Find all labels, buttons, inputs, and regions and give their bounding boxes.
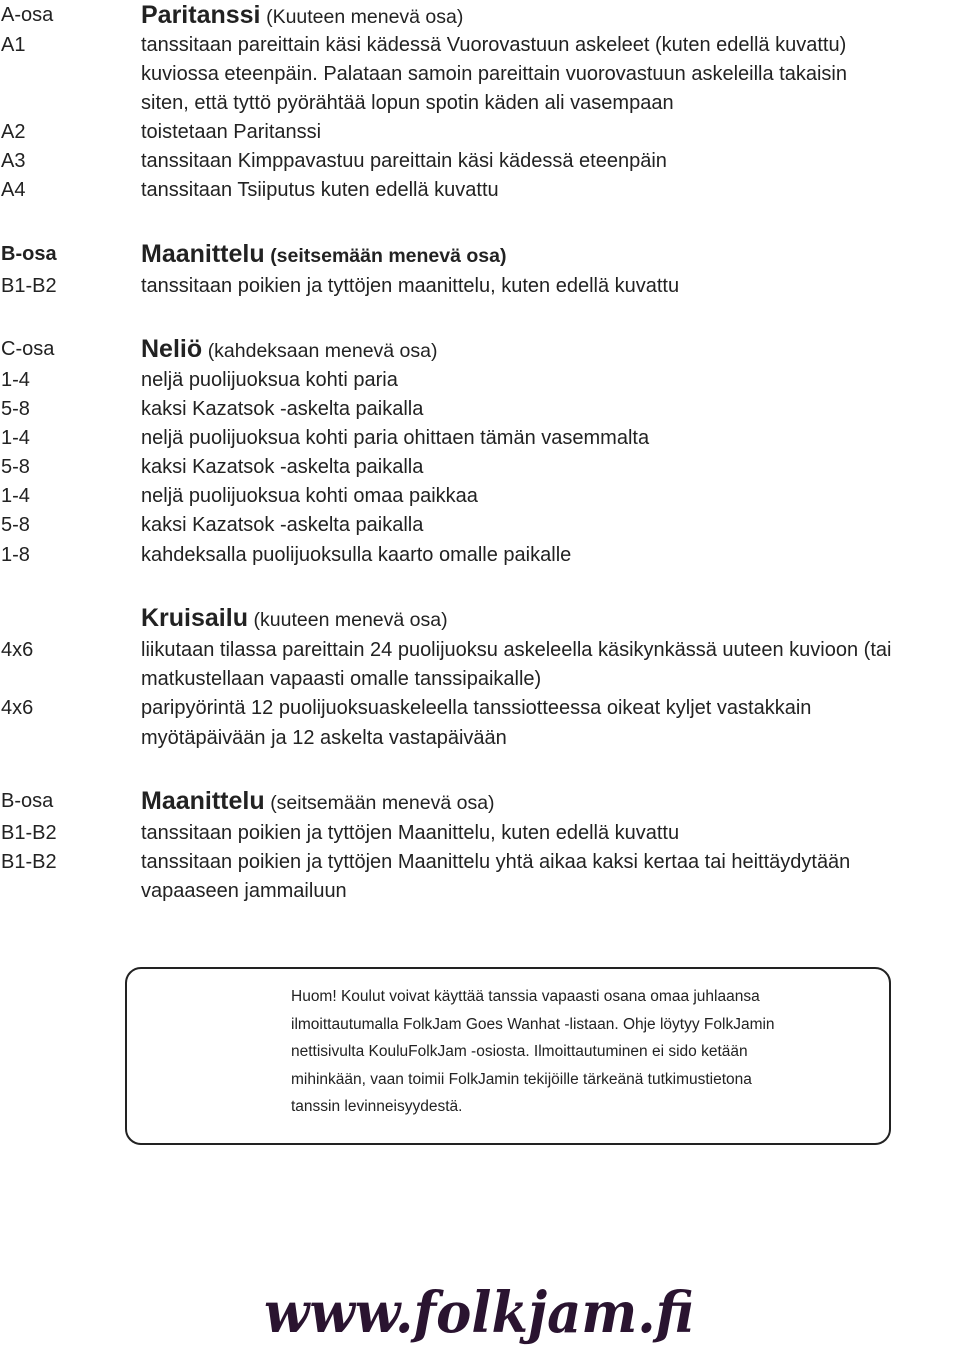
- section-title-line: [141, 787, 495, 818]
- row-text: vapaaseen jammailuun: [141, 880, 347, 902]
- logo-text: www.folkjam.fi: [264, 1280, 694, 1346]
- note-line: tanssin levinneisyydestä.: [291, 1098, 463, 1115]
- row-text: kaksi Kazatsok -askelta paikalla: [141, 398, 424, 420]
- section-title: Maanittelu: [141, 240, 265, 268]
- row-text: liikutaan tilassa pareittain 24 puolijuoksu askeleella käsikynkässä uuteen kuvioon (tai: [141, 639, 892, 661]
- row-text: matkustellaan vapaasti omalle tanssipaikalle): [141, 668, 542, 690]
- row-text: myötäpäivään ja 12 askelta vastapäivään: [141, 727, 507, 749]
- note-line: mihinkään, vaan toimii FolkJamin tekijöille tärkeänä tutkimustietona: [291, 1070, 752, 1088]
- row-text: kaksi Kazatsok -askelta paikalla: [141, 456, 424, 478]
- row-text: tanssitaan pareittain käsi kädessä Vuorovastuun askeleet (kuten edellä kuvattu): [141, 34, 847, 56]
- row-text: kaksi Kazatsok -askelta paikalla: [141, 514, 424, 536]
- row-label: B1-B2: [1, 851, 57, 873]
- row-label: B1-B2: [1, 822, 57, 844]
- note-line: nettisivulta KouluFolkJam -osiosta. Ilmoittautuminen ei sido ketään: [291, 1043, 748, 1060]
- row-label: A4: [1, 179, 26, 201]
- row-text: siten, että tyttö pyörähtää lopun spotin käden ali vasempaan: [141, 92, 674, 114]
- section-subtitle: (kahdeksaan menevä osa): [207, 340, 438, 362]
- row-text: neljä puolijuoksua kohti paria: [141, 369, 398, 391]
- row-label: 5-8: [1, 456, 30, 478]
- section-title-line: [141, 335, 438, 366]
- folkjam-logo: [262, 1272, 702, 1352]
- row-text: tanssitaan poikien ja tyttöjen Maanittelu, kuten edellä kuvattu: [141, 822, 680, 844]
- section-label: B-osa: [1, 790, 54, 812]
- section-title: Kruisailu: [141, 604, 248, 632]
- row-text: toistetaan Paritanssi: [141, 121, 322, 143]
- row-text: tanssitaan poikien ja tyttöjen Maanittelu yhtä aikaa kaksi kertaa tai heittäydytään: [141, 851, 851, 873]
- section-title: Maanittelu: [141, 787, 265, 815]
- row-label: 5-8: [1, 398, 30, 420]
- row-text: tanssitaan Kimppavastuu pareittain käsi kädessä eteenpäin: [141, 150, 667, 172]
- section-title-line: [141, 1, 463, 32]
- note-text: [291, 983, 861, 1121]
- section-subtitle: (Kuuteen menevä osa): [266, 6, 464, 28]
- row-text: kuviossa eteenpäin. Palataan samoin pareittain vuorovastuun askeleilla takaisin: [141, 63, 847, 85]
- row-label: 1-4: [1, 369, 30, 391]
- row-text: kahdeksalla puolijuoksulla kaarto omalle paikalle: [141, 544, 572, 566]
- section-label: B-osa: [1, 243, 57, 265]
- row-label: 1-8: [1, 544, 30, 566]
- section-title: Neliö: [141, 335, 203, 363]
- note-line: Huom! Koulut voivat käyttää tanssia vapaasti osana omaa juhlaansa: [291, 988, 760, 1005]
- section-label: A-osa: [1, 4, 54, 26]
- section-label: C-osa: [1, 338, 55, 360]
- section-title-line: [141, 240, 506, 271]
- row-label: 1-4: [1, 485, 30, 507]
- row-text: tanssitaan Tsiiputus kuten edellä kuvattu: [141, 179, 499, 201]
- row-label: B1-B2: [1, 275, 57, 297]
- row-label: 4x6: [1, 697, 34, 719]
- section-subtitle: (seitsemään menevä osa): [270, 792, 495, 814]
- row-label: 5-8: [1, 514, 30, 536]
- row-text: paripyörintä 12 puolijuoksuaskeleella tanssiotteessa oikeat kyljet vastakkain: [141, 697, 812, 719]
- row-label: A2: [1, 121, 26, 143]
- note-line: ilmoittautumalla FolkJam Goes Wanhat -listaan. Ohje löytyy FolkJamin: [291, 1015, 775, 1033]
- row-text: neljä puolijuoksua kohti paria ohittaen tämän vasemmalta: [141, 427, 650, 449]
- section-subtitle: (kuuteen menevä osa): [253, 609, 448, 631]
- row-text: neljä puolijuoksua kohti omaa paikkaa: [141, 485, 478, 507]
- section-subtitle: (seitsemään menevä osa): [270, 245, 507, 267]
- row-label: A3: [1, 150, 26, 172]
- row-label: 1-4: [1, 427, 30, 449]
- section-title: Paritanssi: [141, 1, 261, 29]
- section-title-line: [141, 604, 448, 635]
- row-label: A1: [1, 34, 26, 56]
- row-label: 4x6: [1, 639, 34, 661]
- row-text: tanssitaan poikien ja tyttöjen maanittelu, kuten edellä kuvattu: [141, 275, 680, 297]
